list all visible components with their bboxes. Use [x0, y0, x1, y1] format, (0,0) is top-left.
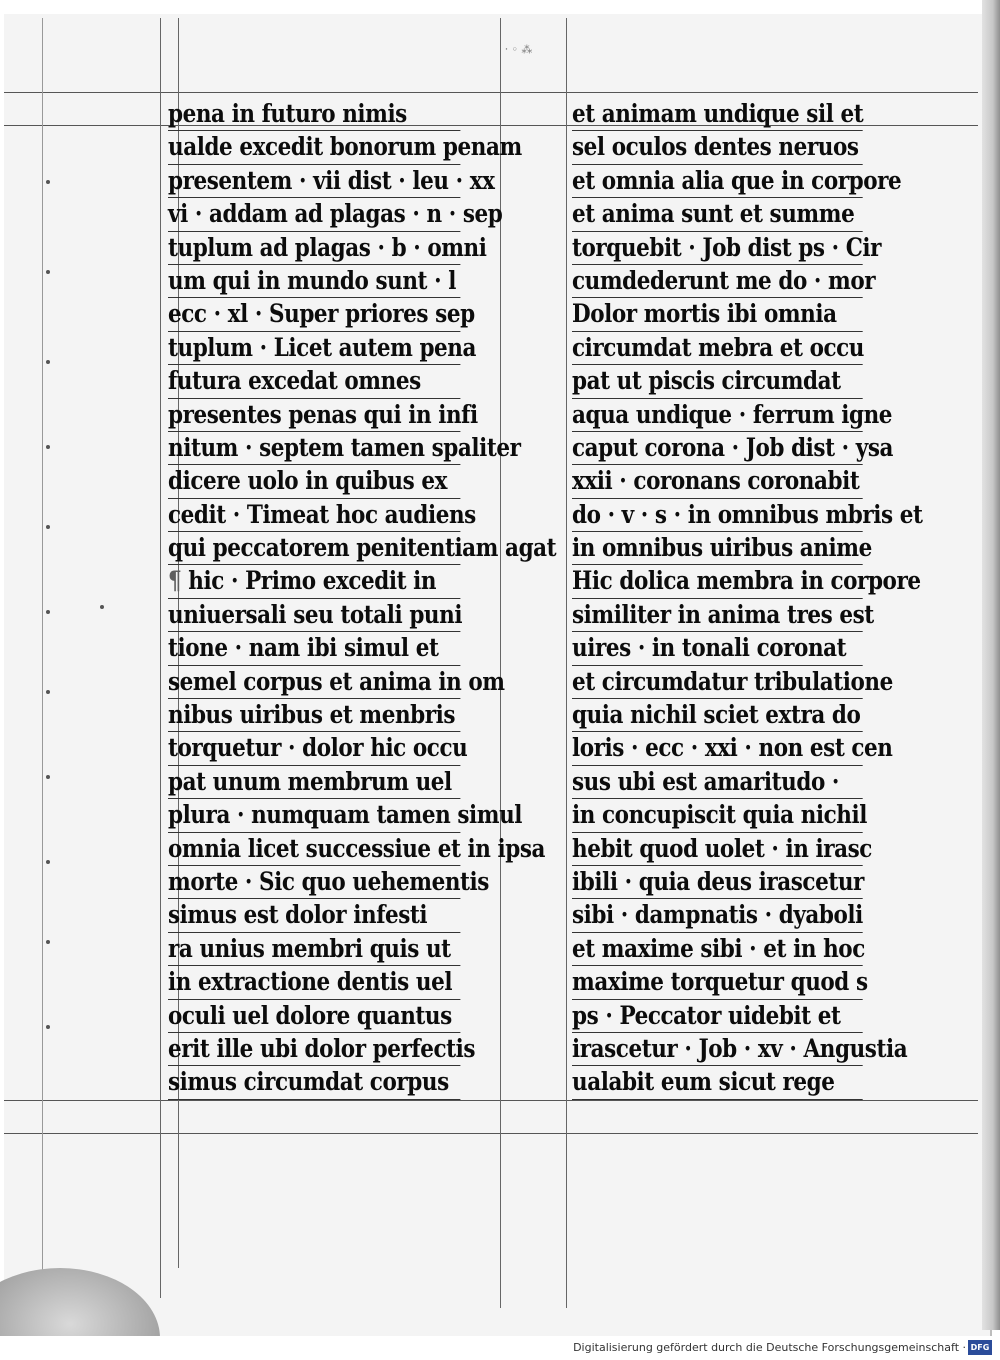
text-line: maxime torquetur quod s [572, 966, 863, 999]
prick-mark [46, 180, 50, 184]
ruling-line [566, 18, 567, 1308]
text-line: pat unum membrum uel [168, 766, 460, 799]
text-line: ecc · xl · Super priores sep [168, 298, 460, 331]
text-line: erit ille ubi dolor perfectis [168, 1033, 460, 1066]
text-line: in omnibus uiribus anime [572, 532, 863, 565]
text-line: ps · Peccator uidebit et [572, 1000, 863, 1033]
prick-mark [46, 270, 50, 274]
prick-mark [46, 610, 50, 614]
text-line: cumdederunt me do · mor [572, 265, 863, 298]
text-line: et circumdatur tribulatione [572, 666, 863, 699]
prick-mark [46, 860, 50, 864]
text-line: semel corpus et anima in om [168, 666, 460, 699]
text-line: do · v · s · in omnibus mbris et [572, 499, 863, 532]
text-line: plura · numquam tamen simul [168, 799, 460, 832]
text-line: morte · Sic quo uehementis [168, 866, 460, 899]
text-line: sibi · dampnatis · dyaboli [572, 899, 863, 932]
text-line [168, 565, 460, 598]
text-line: in concupiscit quia nichil [572, 799, 863, 832]
text-line: nitum · septem tamen spaliter [168, 432, 460, 465]
prick-mark [46, 1025, 50, 1029]
ruling-line [160, 18, 161, 1298]
text-line-content: hic · Primo excedit in [188, 566, 437, 596]
funding-credit: Digitalisierung gefördert durch die Deutsche Forschungsgemeinschaft · [573, 1341, 966, 1354]
text-line: et anima sunt et summe [572, 198, 863, 231]
text-line: tuplum · Licet autem pena [168, 332, 460, 365]
prick-mark [46, 690, 50, 694]
text-line: presentes penas qui in infi [168, 399, 460, 432]
text-line: sel oculos dentes neruos [572, 131, 863, 164]
ruling-line [4, 92, 978, 93]
text-line: loris · ecc · xxi · non est cen [572, 732, 863, 765]
text-line: ualabit eum sicut rege [572, 1066, 863, 1099]
text-line: dicere uolo in quibus ex [168, 465, 460, 498]
text-line: irascetur · Job · xv · Angustia [572, 1033, 863, 1066]
paragraph-mark: ¶ [168, 566, 189, 596]
text-line: et maxime sibi · et in hoc [572, 933, 863, 966]
text-line: hebit quod uolet · in irasc [572, 833, 863, 866]
text-column-right [572, 98, 923, 1100]
text-line: tione · nam ibi simul et [168, 632, 460, 665]
text-line: aqua undique · ferrum igne [572, 399, 863, 432]
text-line: oculi uel dolore quantus [168, 1000, 460, 1033]
prick-mark [46, 940, 50, 944]
ruling-line [4, 1100, 978, 1101]
text-line: presentem · vii dist · leu · xx [168, 165, 460, 198]
text-line: et animam undique sil et [572, 98, 863, 131]
text-line: uires · in tonali coronat [572, 632, 863, 665]
prick-mark [100, 605, 104, 609]
text-line: cedit · Timeat hoc audiens [168, 499, 460, 532]
text-line: qui peccatorem penitentiam agat [168, 532, 460, 565]
text-line: circumdat mebra et occu [572, 332, 863, 365]
text-line: ibili · quia deus irascetur [572, 866, 863, 899]
text-line: nibus uiribus et menbris [168, 699, 460, 732]
text-line: Dolor mortis ibi omnia [572, 298, 863, 331]
text-line: omnia licet successiue et in ipsa [168, 833, 460, 866]
text-line: vi · addam ad plagas · n · sep [168, 198, 460, 231]
text-line: pena in futuro nimis [168, 98, 460, 131]
text-line: tuplum ad plagas · b · omni [168, 232, 460, 265]
text-line: um qui in mundo sunt · l [168, 265, 460, 298]
text-line: torquetur · dolor hic occu [168, 732, 460, 765]
text-line: caput corona · Job dist · ysa [572, 432, 863, 465]
text-line: torquebit · Job dist ps · Cir [572, 232, 863, 265]
text-line: xxii · coronans coronabit [572, 465, 863, 498]
text-line: futura excedat omnes [168, 365, 460, 398]
text-line: et omnia alia que in corpore [572, 165, 863, 198]
margin-marks: ⸱ ◦ ⁂ [505, 43, 533, 56]
page-edge [982, 0, 1000, 1330]
prick-mark [46, 445, 50, 449]
text-line: simus circumdat corpus [168, 1066, 460, 1099]
text-line: in extractione dentis uel [168, 966, 460, 999]
prick-mark [46, 360, 50, 364]
text-line: uniuersali seu totali puni [168, 599, 460, 632]
text-column-left [168, 98, 557, 1100]
text-line: Hic dolica membra in corpore [572, 565, 863, 598]
prick-mark [46, 775, 50, 779]
text-line: simus est dolor infesti [168, 899, 460, 932]
text-line: similiter in anima tres est [572, 599, 863, 632]
text-line: quia nichil sciet extra do [572, 699, 863, 732]
text-line: pat ut piscis circumdat [572, 365, 863, 398]
dfg-logo: DFG [968, 1340, 992, 1355]
text-line: ra unius membri quis ut [168, 933, 460, 966]
ruling-line [4, 1133, 978, 1134]
text-line: sus ubi est amaritudo · [572, 766, 863, 799]
ruling-line [42, 18, 43, 1278]
prick-mark [46, 525, 50, 529]
text-line: ualde excedit bonorum penam [168, 131, 460, 164]
